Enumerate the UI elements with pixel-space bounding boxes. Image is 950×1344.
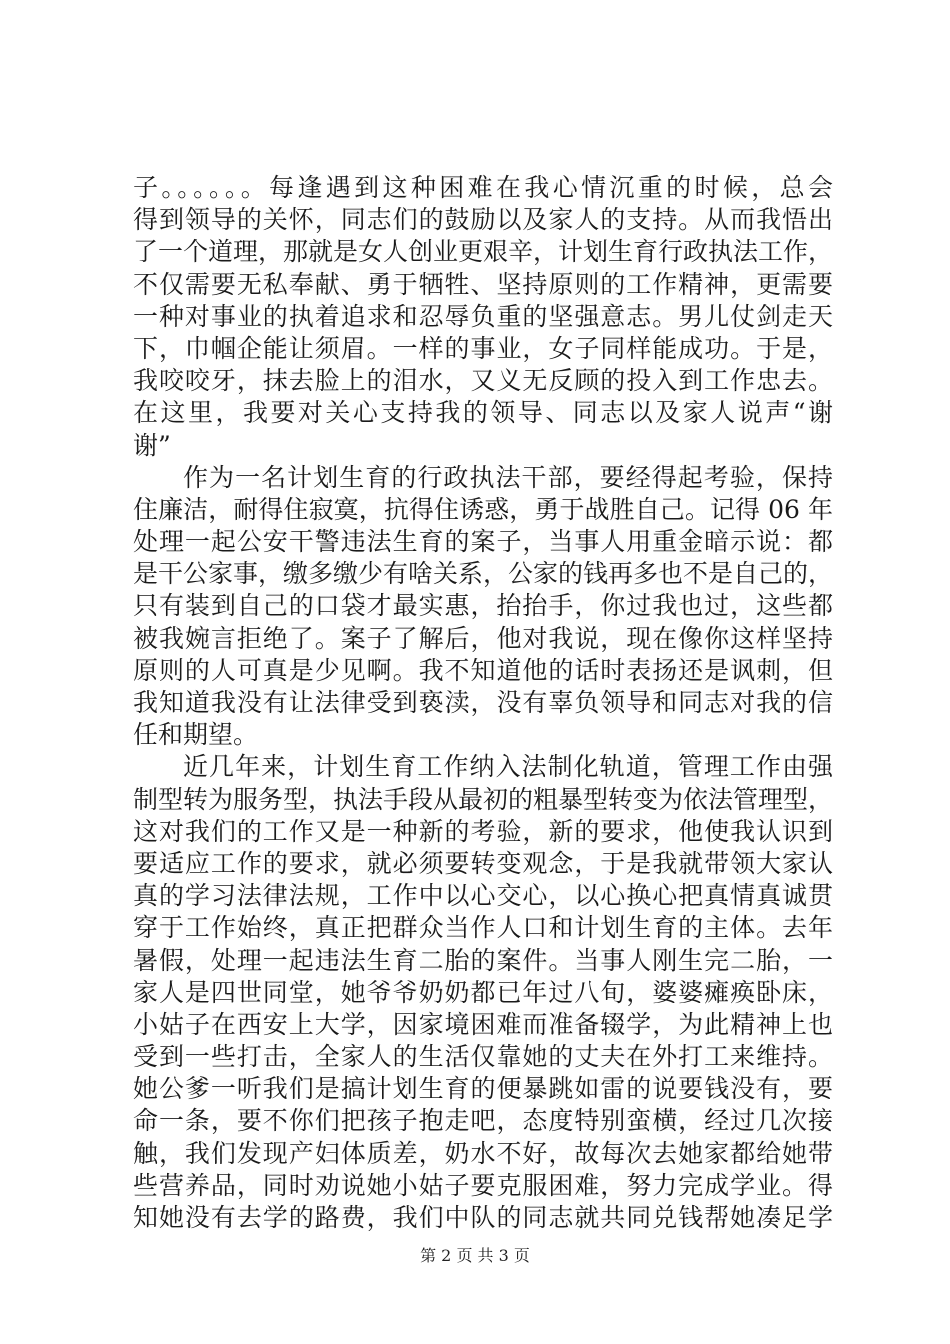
paragraph [133,751,833,1234]
text-line: 要适应工作的要求，就必须要转变观念，于是我就带领大家认 [133,848,833,878]
text-line: 触，我们发现产妇体质差，奶水不好，故每次去她家都给她带 [133,1138,833,1168]
text-line: 了一个道理，那就是女人创业更艰辛，计划生育行政执法工作， [133,237,833,267]
text-line: 是干公家事，缴多缴少有啥关系，公家的钱再多也不是自己的， [133,559,833,589]
text-line: 小姑子在西安上大学，因家境困难而准备辍学，为此精神上也 [133,1009,833,1039]
text-line: 真的学习法律法规，工作中以心交心，以心换心把真情真诚贯 [133,881,833,911]
text-line: 制型转为服务型，执法手段从最初的粗暴型转变为依法管理型， [133,784,833,814]
text-line: 在这里，我要对关心支持我的领导、同志以及家人说声“谢 [133,398,833,428]
text-line: 我咬咬牙，抹去脸上的泪水，又义无反顾的投入到工作忠去。 [133,366,833,396]
text-line: 原则的人可真是少见啊。我不知道他的话时表扬还是讽刺，但 [133,655,833,685]
text-line: 穿于工作始终，真正把群众当作人口和计划生育的主体。去年 [133,913,833,943]
document-body [133,172,833,1234]
text-line: 子。。。。。。每逢遇到这种困难在我心情沉重的时候，总会 [133,173,833,202]
text-line: 这对我们的工作又是一种新的考验，新的要求，他使我认识到 [133,816,833,846]
text-line: 暑假，处理一起违法生育二胎的案件。当事人刚生完二胎，一 [133,945,833,975]
text-line: 只有装到自己的口袋才最实惠，抬抬手，你过我也过，这些都 [133,591,833,621]
text-line: 作为一名计划生育的行政执法干部，要经得起考验，保持 [183,462,833,492]
text-line: 命一条，要不你们把孩子抱走吧，态度特别蛮横，经过几次接 [133,1106,833,1136]
text-line: 近几年来，计划生育工作纳入法制化轨道，管理工作由强 [183,752,833,782]
text-line: 得到领导的关怀，同志们的鼓励以及家人的支持。从而我悟出 [133,205,833,235]
text-line: 不仅需要无私奉献、勇于牺牲、坚持原则的工作精神，更需要 [133,269,833,299]
text-line: 任和期望。 [133,720,259,750]
text-line: 她公爹一听我们是搞计划生育的便暴跳如雷的说要钱没有，要 [133,1074,833,1104]
page-footer: 第 2 页 共 3 页 [420,1246,530,1265]
text-line: 被我婉言拒绝了。案子了解后，他对我说，现在像你这样坚持 [133,623,833,653]
text-line: 我知道我没有让法律受到亵渎，没有辜负领导和同志对我的信 [133,688,833,717]
text-line: 些营养品，同时劝说她小姑子要克服困难，努力完成学业。得 [133,1170,833,1200]
text-line: 一种对事业的执着追求和忍辱负重的坚强意志。男儿仗剑走天 [133,301,833,331]
text-line: 下，巾帼企能让须眉。一样的事业，女子同样能成功。于是， [133,333,833,363]
text-line: 受到一些打击，全家人的生活仅靠她的丈夫在外打工来维持。 [133,1042,833,1072]
text-line: 知她没有去学的路费，我们中队的同志就共同兑钱帮她凑足学 [133,1203,833,1232]
text-line: 住廉洁，耐得住寂寞，抗得住诱惑，勇于战胜自己。记得 06 年 [133,494,833,524]
text-line: 处理一起公安干警违法生育的案子，当事人用重金暗示说：都 [133,527,833,557]
text-line: 家人是四世同堂，她爷爷奶奶都已年过八旬，婆婆瘫痪卧床， [133,977,833,1007]
text-line: 谢” [133,430,171,460]
paragraph [133,172,833,462]
paragraph [133,462,833,752]
